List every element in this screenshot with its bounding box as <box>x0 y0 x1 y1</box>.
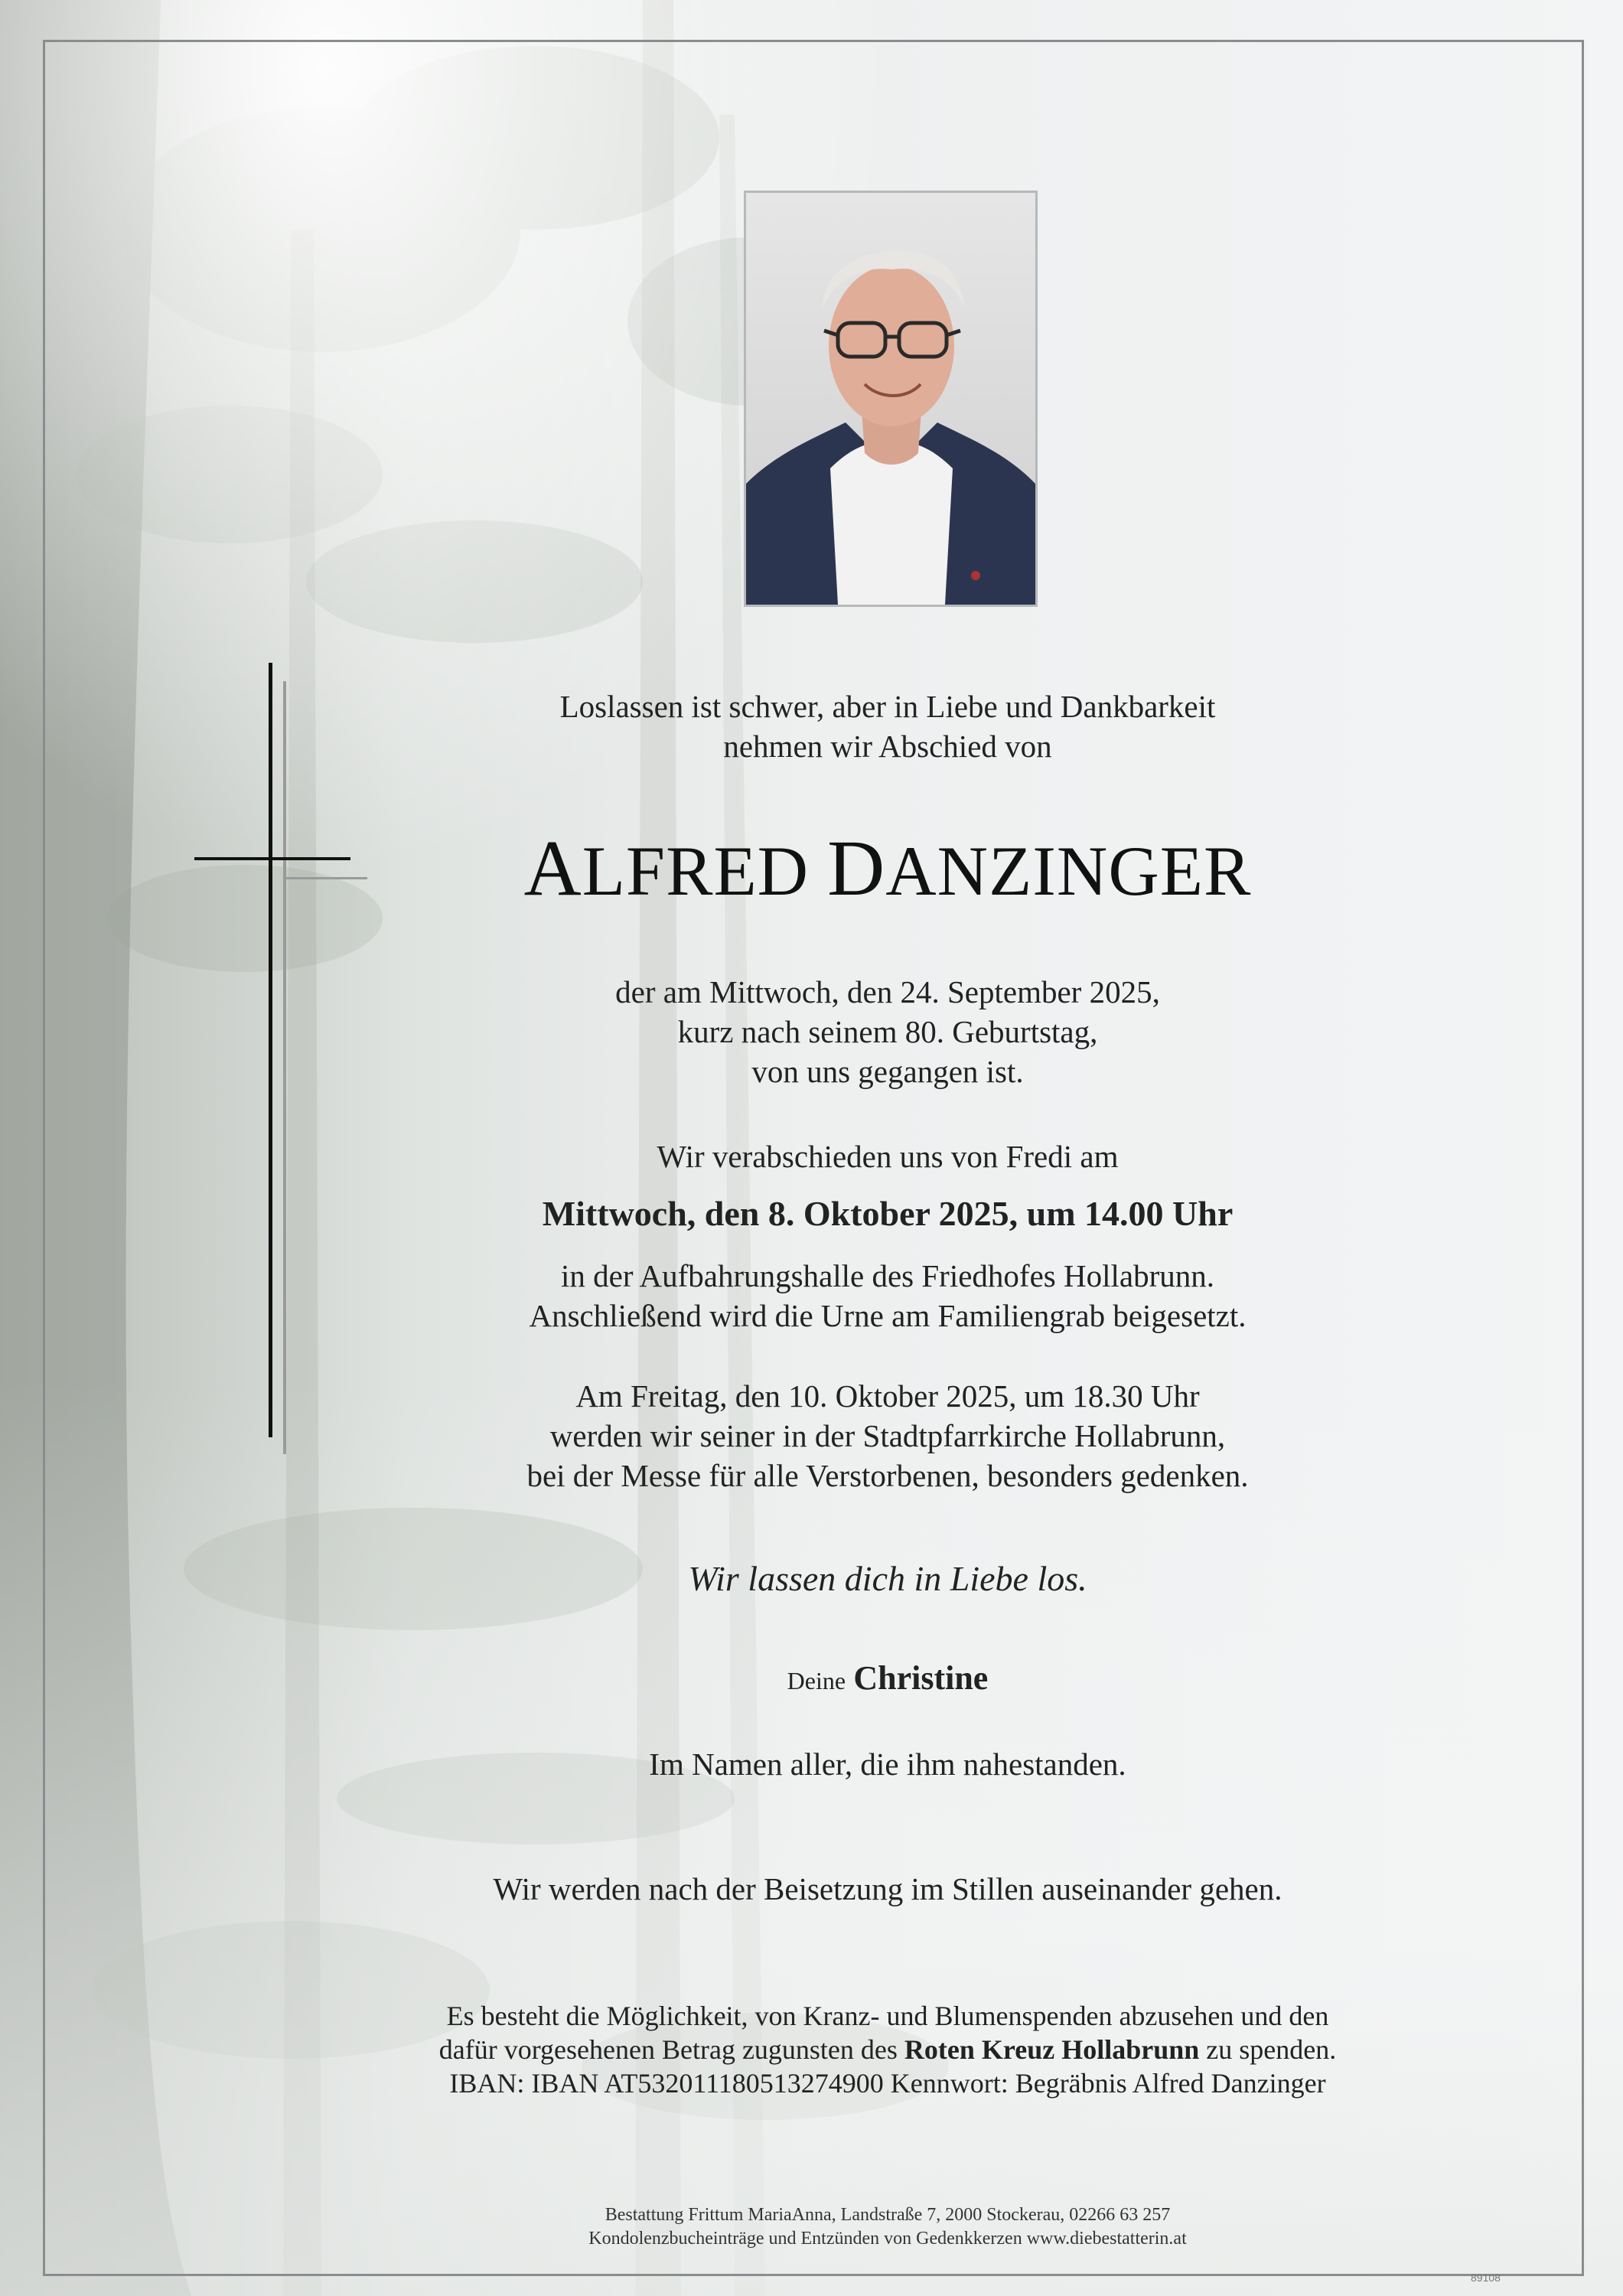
signature <box>367 1658 1408 1701</box>
burial-note: Wir werden nach der Beisetzung im Stillen auseinander gehen. <box>493 1871 1282 1906</box>
first-name-initial: A <box>523 824 582 912</box>
deine-label: Deine <box>787 1667 846 1694</box>
footer-line-1: Bestattung Frittum MariaAnna, Landstraße 7, 2000 Stockerau, 02266 63 257 <box>605 2205 1171 2225</box>
footer-line-2: Kondolenzbucheinträge und Entzünden von Gedenkkerzen www.diebestatterin.at <box>588 2229 1187 2249</box>
portrait-photo <box>744 191 1038 607</box>
intro-line-2: nehmen wir Abschied von <box>723 729 1052 764</box>
last-name-initial: D <box>827 824 886 912</box>
deceased-name <box>367 824 1408 913</box>
donation-line-2 <box>367 2033 1408 2066</box>
mass-notice <box>367 1376 1408 1495</box>
death-line-1: der am Mittwoch, den 24. September 2025, <box>615 974 1160 1009</box>
death-notice <box>367 972 1408 1091</box>
farewell-place-line-1: in der Aufbahrungshalle des Friedhofes Hollabrunn. <box>561 1258 1214 1293</box>
mass-line-1: Am Freitag, den 10. Oktober 2025, um 18.30 Uhr <box>575 1378 1200 1414</box>
deine-name: Christine <box>853 1659 989 1697</box>
donation-line-3: IBAN: IBAN AT532011180513274900 Kennwort: Begräbnis Alfred Danzinger <box>449 2068 1326 2099</box>
farewell-place-line-2: Anschließend wird die Urne am Familiengrab beigesetzt. <box>529 1298 1247 1333</box>
donation-text <box>367 1999 1408 2100</box>
last-name-rest: ANZINGER <box>885 832 1252 910</box>
intro-text <box>367 687 1408 766</box>
quote: Wir lassen dich in Liebe los. <box>688 1559 1087 1598</box>
mass-line-2: werden wir seiner in der Stadtpfarrkirche Hollabrunn, <box>549 1418 1226 1453</box>
farewell-place <box>367 1256 1408 1336</box>
donation-line-2-pre: dafür vorgesehenen Betrag zugunsten des <box>438 2034 904 2065</box>
donation-line-2-post: zu spenden. <box>1199 2034 1337 2065</box>
farewell-date: Mittwoch, den 8. Oktober 2025, um 14.00 Uhr <box>542 1194 1234 1233</box>
print-code: 89108 <box>1471 2272 1501 2284</box>
mass-line-3: bei der Messe für alle Verstorbenen, besonders gedenken. <box>526 1458 1249 1493</box>
death-line-2: kurz nach seinem 80. Geburtstag, <box>677 1014 1098 1049</box>
intro-line-1: Loslassen ist schwer, aber in Liebe und Dankbarkeit <box>559 689 1216 724</box>
donation-line-1: Es besteht die Möglichkeit, von Kranz- und Blumenspenden abzusehen und den <box>446 2001 1329 2031</box>
donation-beneficiary: Roten Kreuz Hollabrunn <box>904 2034 1200 2065</box>
farewell-intro: Wir verabschieden uns von Fredi am <box>657 1139 1119 1174</box>
first-name-rest: LFRED <box>582 832 810 910</box>
funeral-home-footer <box>367 2203 1408 2251</box>
in-namen: Im Namen aller, die ihm nahestanden. <box>649 1746 1126 1782</box>
cross-icon <box>191 663 367 1459</box>
death-line-3: von uns gegangen ist. <box>751 1054 1024 1089</box>
